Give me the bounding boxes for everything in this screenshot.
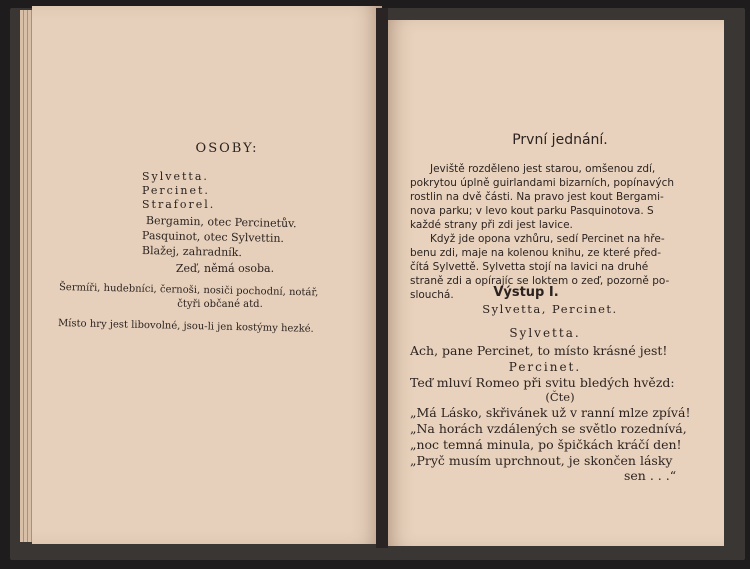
stage-direction-line: benu zdi, maje na kolenou knihu, ze které před-: [410, 247, 662, 259]
stage-direction-line: Jeviště rozděleno jest starou, omšenou zdí,: [430, 163, 656, 175]
quote-line: „Pryč musím uprchnout, je skončen lásky: [410, 453, 673, 468]
quote-line: „noc temná minula, po špičkách kráčí den!: [410, 437, 682, 452]
stage-aside: (Čte): [545, 390, 575, 404]
speaker-name: Sylvetta.: [509, 326, 581, 340]
cast-item: Percinet.: [142, 184, 210, 197]
scene-title: Výstup I.: [493, 285, 559, 300]
cast-heading: OSOBY:: [195, 141, 259, 156]
cast-item: Straforel.: [142, 198, 216, 211]
stage-direction-line: straně zdi a opírajíc se loktem o zeď, pozorně po-: [410, 275, 670, 287]
stage-direction-line: slouchá.: [410, 289, 454, 301]
left-page: [32, 6, 382, 544]
quote-line: „Na horách vzdálených se světlo rozednívá,: [410, 421, 687, 436]
cast-item: Blažej, zahradník.: [141, 244, 243, 260]
speaker-name: Percinet.: [508, 360, 582, 374]
scene-cast: Sylvetta, Percinet.: [482, 302, 618, 316]
quote-line: „Má Lásko, skřivánek už v ranní mlze zpívá!: [410, 405, 691, 420]
stage-direction-line: rostlin na dvě části. Na pravo jest kout Bergami-: [410, 191, 664, 203]
stage-direction-line: čítá Sylvettě. Sylvetta stojí na lavici na druhé: [410, 261, 649, 273]
cast-extra-line: čtyři občané atd.: [177, 299, 263, 310]
verse-line: Ach, pane Percinet, to místo krásné jest!: [410, 343, 668, 358]
stage-direction-line: Když jde opona vzhůru, sedí Percinet na hře-: [430, 233, 665, 245]
cast-extra: Zeď, němá osoba.: [175, 262, 275, 275]
book-gutter: [376, 8, 388, 548]
act-title: První jednání.: [512, 132, 608, 148]
verse-line: Teď mluví Romeo při svitu bledých hvězd:: [410, 375, 675, 390]
quote-line-end: sen . . .“: [624, 468, 677, 483]
stage-direction-line: každé strany při zdi jest lavice.: [410, 219, 573, 231]
cast-item: Bergamin, otec Percinetův.: [145, 214, 297, 231]
cast-item: Pasquinot, otec Sylvettin.: [141, 229, 285, 245]
cast-item: Sylvetta.: [142, 170, 209, 183]
cast-extra-line: Šermíři, hudebníci, černoši, nosiči pochodní, notář,: [58, 282, 319, 299]
setting-note: Místo hry jest libovolné, jsou-li jen kostýmy hezké.: [57, 318, 314, 335]
stage-direction-line: nova parku; v levo kout parku Pasquinotova. S: [410, 205, 654, 217]
stage-direction-line: pokrytou úplně guirlandami bizarních, popínavých: [410, 177, 675, 189]
